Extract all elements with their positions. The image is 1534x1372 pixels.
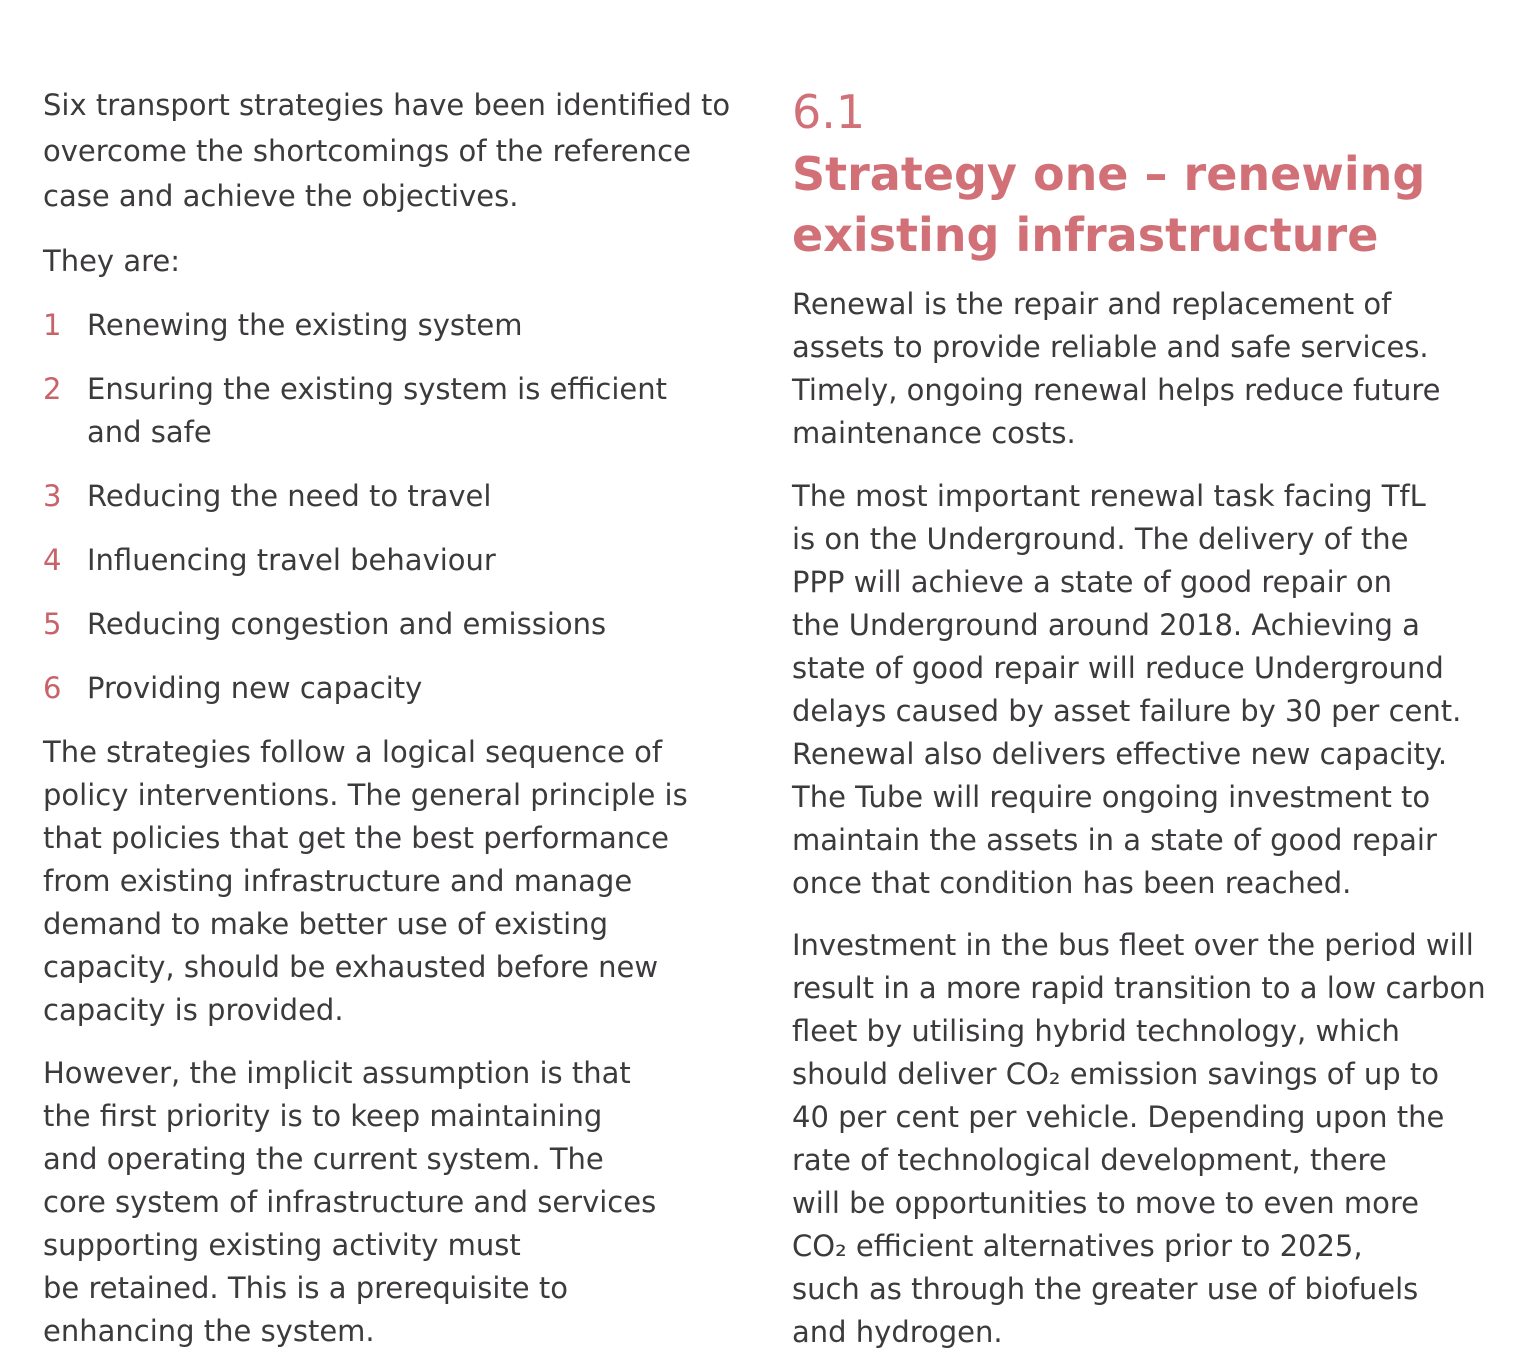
- list-label: Renewing the existing system: [87, 308, 523, 342]
- list-number: 6: [43, 671, 62, 705]
- strategies-paragraph: The strategies follow a logical sequence of policy interventions. The general principle is that policies that get the best performance from existing infrastructure and manage demand to make better use of existing capacity, should be exhausted before new capacity is provided.: [43, 735, 688, 1027]
- bus-fleet-paragraph: Investment in the bus fleet over the period will result in a more rapid transition to a low carbon fleet by utilising hybrid technology, which should deliver CO₂ emission savings of up to 40 per cent per vehicle. Depending upon the rate of technological development, there will be opportunities to move to even more CO₂ efficient alternatives prior to 2025, such as through the greater use of biofuels and hydrogen.: [792, 928, 1486, 1349]
- list-label: Reducing congestion and emissions: [87, 607, 607, 641]
- list-label: Ensuring the existing system is efficient and safe: [87, 372, 667, 449]
- however-paragraph: However, the implicit assumption is that the first priority is to keep maintaining and operating the current system. The core system of infrastructure and services supporting existing activity must be retained. This is a prerequisite to enhancing the system.: [43, 1056, 657, 1348]
- underground-paragraph: The most important renewal task facing TfL is on the Underground. The delivery of the PPP will achieve a state of good repair on the Underground around 2018. Achieving a state of good repair will reduce Underground delays caused by asset failure by 30 per cent. Renewal also delivers effective new capacity. The Tube will require ongoing investment to maintain the assets in a state of good repair once that condition has been reached.: [792, 479, 1462, 900]
- section-title: Strategy one – renewing existing infrastructure: [792, 147, 1426, 262]
- renewal-paragraph: Renewal is the repair and replacement of assets to provide reliable and safe services. Timely, ongoing renewal helps reduce future maintenance costs.: [792, 287, 1441, 450]
- list-number: 2: [43, 372, 62, 406]
- list-number: 3: [43, 479, 62, 513]
- list-label: Providing new capacity: [87, 671, 423, 705]
- intro-paragraph: Six transport strategies have been identified to overcome the shortcomings of the reference case and achieve the objectives.: [43, 88, 731, 213]
- list-number: 5: [43, 607, 62, 641]
- section-number: 6.1: [792, 85, 866, 139]
- list-number: 4: [43, 543, 62, 577]
- list-number: 1: [43, 308, 62, 342]
- list-label: Influencing travel behaviour: [87, 543, 496, 577]
- they-are-label: They are:: [43, 244, 180, 278]
- list-label: Reducing the need to travel: [87, 479, 492, 513]
